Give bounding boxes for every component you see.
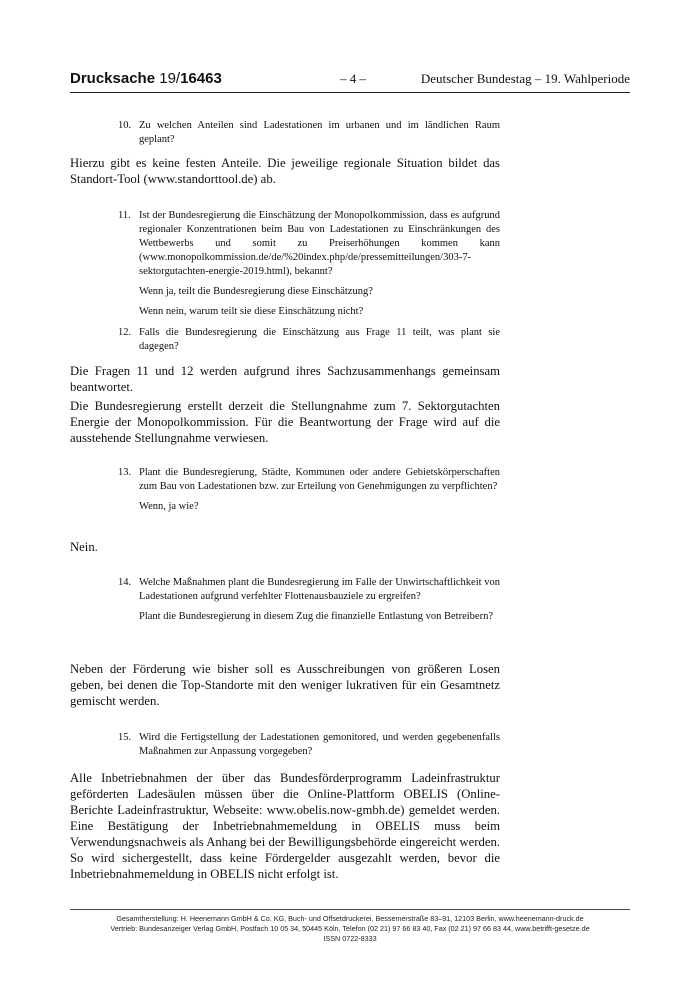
footer-printer: Gesamtherstellung: H. Heenemann GmbH & Co. KG, Buch- und Offsetdruckerei, Bessemerstraße 83–91, 12103 Berlin, www.heenemann-druck.de (116, 914, 584, 923)
question-11 (118, 209, 500, 319)
answer-14: Neben der Förderung wie bisher soll es Ausschreibungen von größeren Losen geben, bei denen die Top-Standorte mit den weniger lukrativen für ein Gesamtnetz gemischt werden. (70, 662, 500, 708)
question-text: Zu welchen Anteilen sind Ladestationen im urbanen und im ländlichen Raum geplant? (139, 120, 500, 145)
answer-15: Alle Inbetriebnahmen der über das Bundesförderprogramm Ladeinfrastruktur geförderten Ladesäulen müssen über die Online-Plattform OBELIS (Online-Berichte Ladeinfrastruktur, Webseite: www.obelis.now-gmbh.de) gemeldet werden. Eine Bestätigung der Inbetriebnahmemeldung in OBELIS muss beim Verwendungsnachweis als Anhang bei der Bewilligungsbehörde eingereicht werden. So wird sichergestellt, dass keine Fördergelder ausgezahlt werden, bevor die Inbetriebnahmemeldung in OBELIS nicht erfolgt ist. (70, 771, 500, 881)
page-number: – 4 – (340, 71, 366, 86)
question-number: 14. (118, 577, 132, 588)
drucksache-period: 19/ (159, 70, 181, 87)
answer-11-12-intro: Die Fragen 11 und 12 werden aufgrund ihres Sachzusammenhangs gemeinsam beantwortet. (70, 364, 500, 394)
question-number: 11. (118, 210, 131, 221)
question-15 (118, 731, 500, 759)
answer-11-12: Die Bundesregierung erstellt derzeit die Stellungnahme zum 7. Sektorgutachten Energie der Monopolkommission. Für die Beantwortung der Frage wird auf die ausstehende Stellungnahme verwiesen. (70, 399, 500, 445)
question-number: 12. (118, 327, 132, 338)
footer-divider (70, 909, 630, 910)
question-13 (118, 466, 500, 514)
question-number: 15. (118, 732, 132, 743)
header-divider (70, 92, 630, 93)
question-sub: Wenn, ja wie? (139, 501, 199, 512)
question-number: 13. (118, 467, 132, 478)
answer-13: Nein. (70, 540, 98, 554)
question-12 (118, 326, 500, 354)
question-14 (118, 576, 500, 624)
question-text: Falls die Bundesregierung die Einschätzung aus Frage 11 teilt, was plant sie dagegen? (139, 327, 500, 352)
question-text: Plant die Bundesregierung, Städte, Kommunen oder andere Gebietskörperschaften zum Bau von Ladestationen bzw. zur Erteilung von Genehmigungen zu verpflichten? (139, 467, 500, 492)
question-sub: Wenn ja, teilt die Bundesregierung diese Einschätzung? (139, 286, 373, 297)
answer-10: Hierzu gibt es keine festen Anteile. Die jeweilige regionale Situation bildet das Standort-Tool (www.standorttool.de) ab. (70, 156, 500, 186)
question-10 (118, 119, 500, 147)
question-sub: Plant die Bundesregierung in diesem Zug die finanzielle Entlastung von Betreibern? (139, 611, 493, 622)
page-header (70, 70, 630, 90)
question-number: 10. (118, 120, 132, 131)
question-sub: Wenn nein, warum teilt sie diese Einschätzung nicht? (139, 306, 364, 317)
question-text: Ist der Bundesregierung die Einschätzung der Monopolkommission, dass es aufgrund regionaler Konzentrationen beim Bau von Ladestationen zu Einschränkungen des Wettbewerbs und somit zu Preiserhöhungen kommen kann (www.monopolkommission.de/de/%20index.php/de/pressemitteilungen/303-7-sektorgutachten-energie-2019.html), bekannt? (139, 210, 500, 277)
publisher-name: Deutscher Bundestag – 19. Wahlperiode (420, 71, 630, 86)
drucksache-label: Drucksache (70, 70, 156, 87)
drucksache-number: 16463 (180, 70, 222, 87)
footer-issn: ISSN 0722-8333 (323, 934, 377, 943)
question-text: Wird die Fertigstellung der Ladestationen gemonitored, und werden gegebenenfalls Maßnahmen zur Anpassung vorgegeben? (139, 732, 500, 757)
question-text: Welche Maßnahmen plant die Bundesregierung im Falle der Unwirtschaftlichkeit von Ladestationen aufgrund verfehlter Flottenausbauziele zu ergreifen? (139, 577, 500, 602)
footer-distribution: Vertrieb: Bundesanzeiger Verlag GmbH, Postfach 10 05 34, 50445 Köln, Telefon (02 21) 97 66 83 40, Fax (02 21) 97 66 83 44, www.betrifft-gesetze.de (110, 924, 590, 933)
page-footer (70, 914, 630, 944)
drucksache-id (70, 70, 222, 87)
